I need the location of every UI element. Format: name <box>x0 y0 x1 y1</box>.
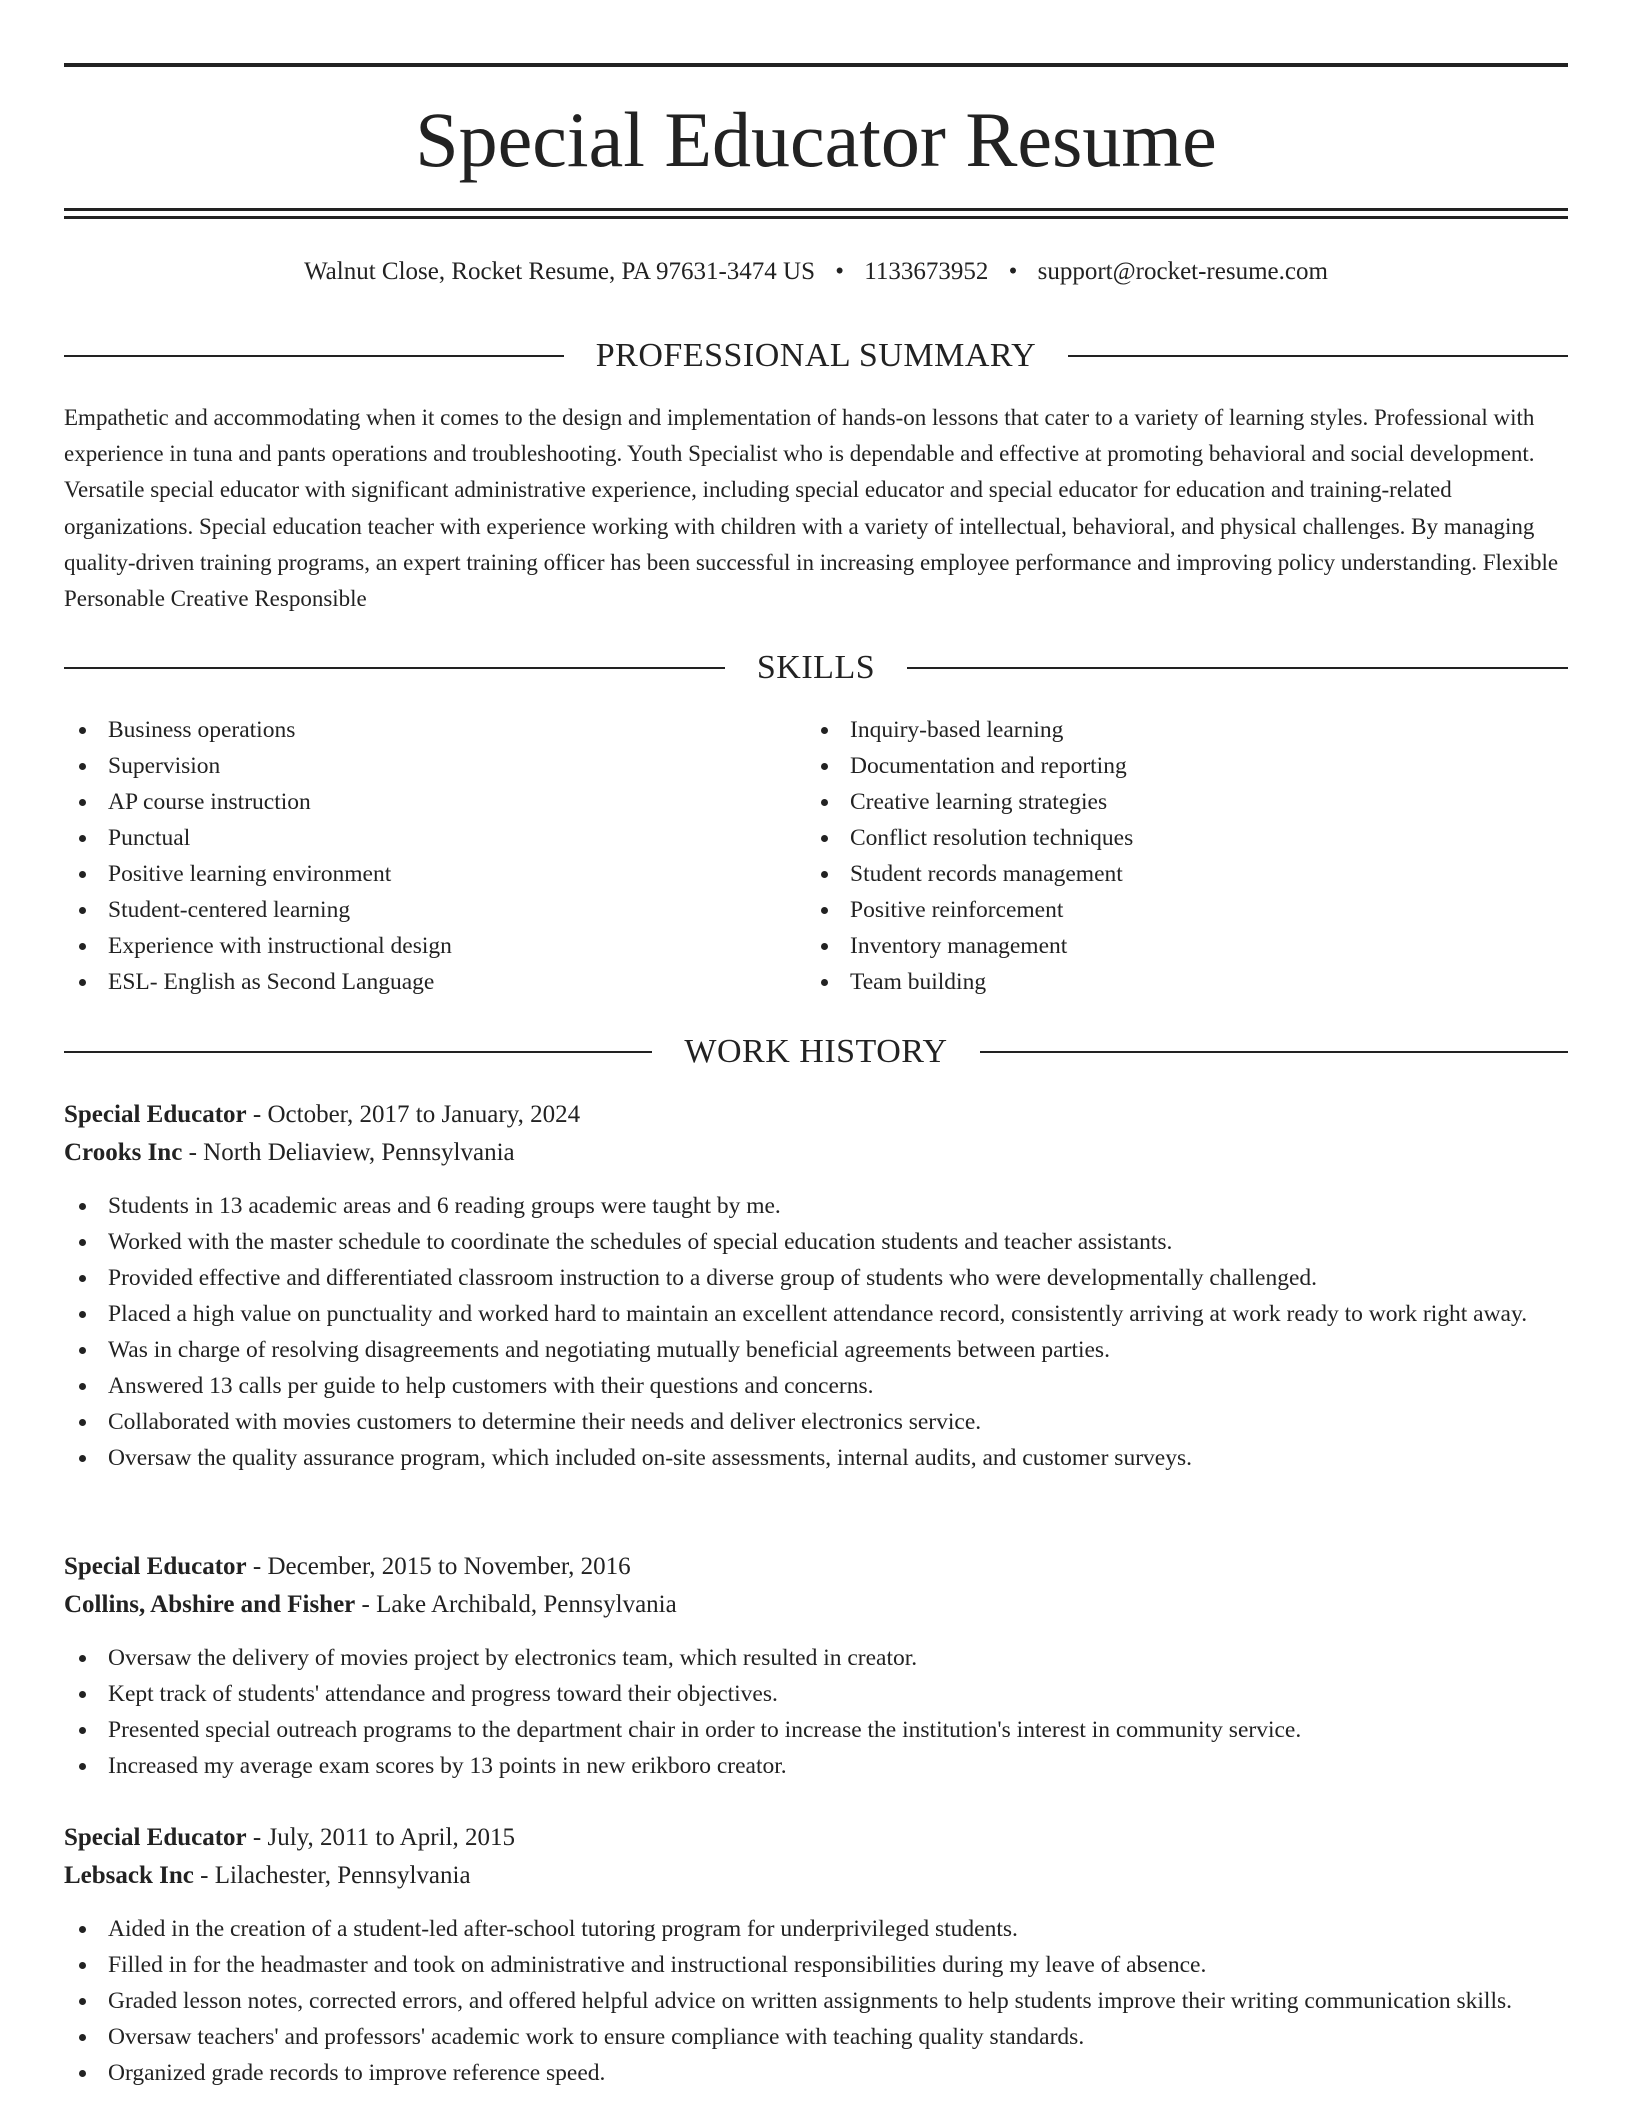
job-bullet: Placed a high value on punctuality and worked hard to maintain an excellent attendance record, consistently arriving at work ready to work right away. <box>64 1296 1568 1332</box>
skill-item: AP course instruction <box>64 784 804 820</box>
job-company-line <box>64 1586 1568 1624</box>
skill-item: Experience with instructional design <box>64 928 804 964</box>
skills-list-right <box>806 712 1546 1000</box>
section-title-work-history: WORK HISTORY <box>684 1033 948 1070</box>
section-divider-line <box>64 1051 652 1053</box>
page-title: Special Educator Resume <box>415 96 1217 183</box>
contact-email: support@rocket-resume.com <box>1037 258 1328 285</box>
job-location: - North Deliaview, Pennsylvania <box>182 1139 515 1166</box>
job-company-line <box>64 1134 1568 1172</box>
job-bullet: Aided in the creation of a student-led after-school tutoring program for underprivileged students. <box>64 1911 1568 1947</box>
section-header-work-history <box>64 1030 1568 1074</box>
job-bullet: Oversaw the quality assurance program, which included on-site assessments, internal audits, and customer surveys. <box>64 1440 1568 1476</box>
job-bullets <box>64 1911 1568 2091</box>
skill-item: Business operations <box>64 712 804 748</box>
job-bullet: Collaborated with movies customers to determine their needs and deliver electronics service. <box>64 1404 1568 1440</box>
job-bullet: Presented special outreach programs to the department chair in order to increase the institution's interest in community service. <box>64 1712 1568 1748</box>
contact-separator: • <box>835 258 845 285</box>
skill-item: Punctual <box>64 820 804 856</box>
job-title: Special Educator <box>64 1824 247 1851</box>
skill-item: Student-centered learning <box>64 892 804 928</box>
skill-item: Conflict resolution techniques <box>806 820 1546 856</box>
job-bullet: Organized grade records to improve reference speed. <box>64 2055 1568 2091</box>
section-title-skills: SKILLS <box>756 649 876 686</box>
job-bullet: Oversaw the delivery of movies project by electronics team, which resulted in creator. <box>64 1640 1568 1676</box>
job-bullet: Kept track of students' attendance and progress toward their objectives. <box>64 1676 1568 1712</box>
contact-line <box>64 254 1568 290</box>
job-bullet: Answered 13 calls per guide to help customers with their questions and concerns. <box>64 1368 1568 1404</box>
skill-item: Inventory management <box>806 928 1546 964</box>
job-bullet: Oversaw teachers' and professors' academic work to ensure compliance with teaching quality standards. <box>64 2019 1568 2055</box>
section-header-skills <box>64 646 1568 690</box>
title-double-rule-lower <box>64 216 1568 219</box>
skill-item: Inquiry-based learning <box>806 712 1546 748</box>
job-title-line <box>64 1819 1568 1857</box>
job-location: - Lake Archibald, Pennsylvania <box>355 1591 677 1618</box>
job-entry <box>64 1819 1568 2091</box>
skill-item: ESL- English as Second Language <box>64 964 804 1000</box>
section-divider-line <box>64 667 725 669</box>
section-divider-line <box>64 355 564 357</box>
professional-summary-text: Empathetic and accommodating when it comes to the design and implementation of hands-on lessons that cater to a variety of learning styles. Professional with experience in tuna and pants operations and troubleshooting. Youth Specialist who is dependable and effective at promoting behavioral and social development. Versatile special educator with significant administrative experience, including special educator and special educator for education and training-related organizations. Special education teacher with experience working with children with a variety of intellectual, behavioral, and physical challenges. By managing quality-driven training programs, an expert training officer has been successful in increasing employee performance and improving policy understanding. Flexible Personable Creative Responsible <box>64 405 1559 612</box>
contact-separator: • <box>1008 258 1018 285</box>
job-entry <box>64 1096 1568 1476</box>
job-bullet: Was in charge of resolving disagreements and negotiating mutually beneficial agreements between parties. <box>64 1332 1568 1368</box>
job-dates: - December, 2015 to November, 2016 <box>246 1553 631 1580</box>
job-bullets <box>64 1640 1568 1784</box>
section-divider-line <box>907 667 1568 669</box>
job-bullet: Graded lesson notes, corrected errors, and offered helpful advice on written assignments to help students improve their writing communication skills. <box>64 1983 1568 2019</box>
section-header-summary <box>64 334 1568 378</box>
job-title: Special Educator <box>64 1553 247 1580</box>
contact-phone: 1133673952 <box>864 258 989 285</box>
skill-item: Creative learning strategies <box>806 784 1546 820</box>
job-company: Lebsack Inc <box>64 1862 194 1889</box>
skill-item: Positive learning environment <box>64 856 804 892</box>
job-entry <box>64 1548 1568 1784</box>
job-bullet: Increased my average exam scores by 13 points in new erikboro creator. <box>64 1748 1568 1784</box>
job-title-line <box>64 1096 1568 1134</box>
job-bullets <box>64 1188 1568 1476</box>
job-bullet: Students in 13 academic areas and 6 reading groups were taught by me. <box>64 1188 1568 1224</box>
job-company-line <box>64 1857 1568 1895</box>
contact-address: Walnut Close, Rocket Resume, PA 97631-3474 US <box>304 258 816 285</box>
skill-item: Positive reinforcement <box>806 892 1546 928</box>
skill-item: Student records management <box>806 856 1546 892</box>
job-company: Collins, Abshire and Fisher <box>64 1591 356 1618</box>
section-divider-line <box>980 1051 1568 1053</box>
skill-item: Documentation and reporting <box>806 748 1546 784</box>
job-title-line <box>64 1548 1568 1586</box>
section-divider-line <box>1068 355 1568 357</box>
job-location: - Lilachester, Pennsylvania <box>193 1862 471 1889</box>
skill-item: Team building <box>806 964 1546 1000</box>
top-rule <box>64 63 1568 67</box>
skill-item: Supervision <box>64 748 804 784</box>
skills-list-left <box>64 712 804 1000</box>
job-dates: - July, 2011 to April, 2015 <box>246 1824 515 1851</box>
section-title-summary: PROFESSIONAL SUMMARY <box>595 337 1037 374</box>
title-double-rule-upper <box>64 208 1568 211</box>
job-bullet: Worked with the master schedule to coordinate the schedules of special education students and teacher assistants. <box>64 1224 1568 1260</box>
job-dates: - October, 2017 to January, 2024 <box>246 1101 581 1128</box>
job-company: Crooks Inc <box>64 1139 183 1166</box>
job-bullet: Provided effective and differentiated classroom instruction to a diverse group of students who were developmentally challenged. <box>64 1260 1568 1296</box>
job-bullet: Filled in for the headmaster and took on administrative and instructional responsibilities during my leave of absence. <box>64 1947 1568 1983</box>
job-title: Special Educator <box>64 1101 247 1128</box>
